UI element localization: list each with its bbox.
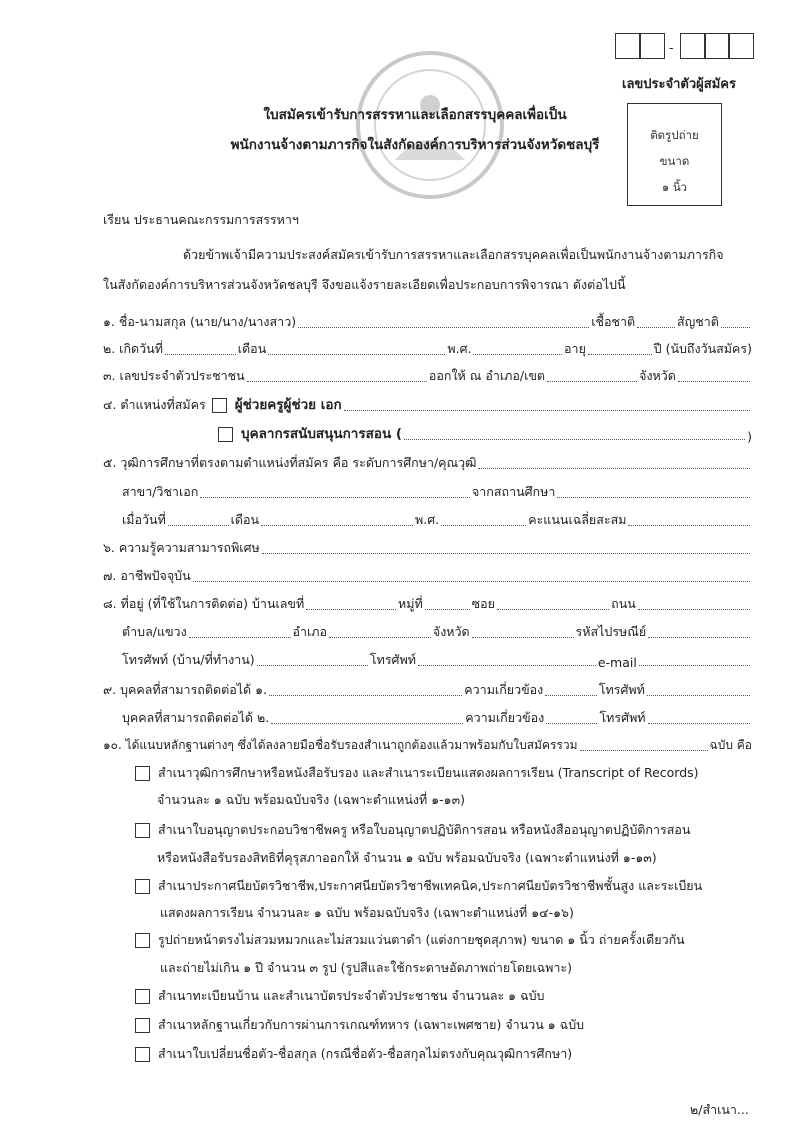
field-major xyxy=(122,482,752,502)
attachment-label: สำเนาประกาศนียบัตรวิชาชีพ,ประกาศนียบัตรวิชาชีพเทคนิค,ประกาศนียบัตรวิชาชีพชั้นสูง และระเบียน xyxy=(158,878,703,893)
postcode-input[interactable] xyxy=(648,637,750,638)
page-continuation: ๒/สำเนา... xyxy=(690,1102,749,1117)
attachment-checkbox[interactable] xyxy=(135,933,150,948)
label: ๗. อาชีพปัจจุบัน xyxy=(103,568,191,583)
attachment-label: สำเนาหลักฐานเกี่ยวกับการผ่านการเกณฑ์ทหาร (เฉพาะเพศชาย) จำนวน ๑ ฉบับ xyxy=(158,1017,585,1032)
label: หมู่ที่ xyxy=(397,596,423,611)
field-address2 xyxy=(122,622,752,642)
contact2-name-input[interactable] xyxy=(271,723,463,724)
major-input[interactable] xyxy=(344,410,750,411)
label: เดือน xyxy=(230,512,260,527)
age-input[interactable] xyxy=(588,354,652,355)
label: ถนน xyxy=(611,596,636,611)
label: ฉบับ คือ xyxy=(709,738,752,752)
label: เดือน xyxy=(237,341,267,356)
attachment-checkbox[interactable] xyxy=(135,766,150,781)
attachment-checkbox[interactable] xyxy=(135,989,150,1004)
issued-province-input[interactable] xyxy=(678,381,750,382)
skills-input[interactable] xyxy=(262,553,750,554)
field-occupation xyxy=(103,566,752,586)
label: คะแนนเฉลี่ยสะสม xyxy=(528,512,627,527)
attachment-label: และถ่ายไม่เกิน ๑ ปี จำนวน ๓ รูป (รูปสีและใช้กระดาษอัดภาพถ่ายโดยเฉพาะ) xyxy=(160,960,572,975)
occupation-input[interactable] xyxy=(193,581,750,582)
birth-day-input[interactable] xyxy=(165,354,236,355)
birth-year-input[interactable] xyxy=(473,354,562,355)
province-input[interactable] xyxy=(472,637,574,638)
salutation: เรียน ประธานคณะกรรมการสรรหาฯ xyxy=(103,212,299,227)
label: ๑. ชื่อ-นามสกุล (นาย/นาง/นางสาว) xyxy=(103,314,297,329)
label: ๒. เกิดวันที่ xyxy=(103,341,163,356)
attachment-item-cont xyxy=(157,848,752,868)
attachment-item xyxy=(135,876,752,896)
label: ๙. บุคคลที่สามารถติดต่อได้ ๑. xyxy=(103,682,267,697)
nationality-input[interactable] xyxy=(721,327,750,328)
district-input[interactable] xyxy=(329,637,431,638)
field-address xyxy=(103,594,752,614)
id-digit-box[interactable] xyxy=(704,33,730,59)
label: บุคคลที่สามารถติดต่อได้ ๒. xyxy=(122,710,270,725)
field-education xyxy=(103,453,752,473)
attachment-label: แสดงผลการเรียน จำนวนละ ๑ ฉบับ พร้อมฉบับจริง (เฉพาะตำแหน่งที่ ๑๔-๑๖) xyxy=(160,905,574,920)
education-level-input[interactable] xyxy=(478,468,750,469)
form-title-line1: ใบสมัครเข้ารับการสรรหาและเลือกสรรบุคคลเพื่อเป็น xyxy=(263,107,567,123)
label: อายุ xyxy=(564,341,586,356)
intro-line: ในสังกัดองค์การบริหารส่วนจังหวัดชลบุรี จึงขอแจ้งรายละเอียดเพื่อประกอบการพิจารณา ดังต่อไปนี้ xyxy=(103,277,626,292)
attachment-item xyxy=(135,930,752,950)
label: จากสถานศึกษา xyxy=(471,484,556,499)
home-phone-input[interactable] xyxy=(257,665,368,666)
attachment-label: สำเนาวุฒิการศึกษาหรือหนังสือรับรอง และสำเนาระเบียนแสดงผลการเรียน (Transcript of Records) xyxy=(158,765,699,780)
attachment-label: หรือหนังสือรับรองสิทธิที่คุรุสภาออกให้ จำนวน ๑ ฉบับ พร้อมฉบับจริง (เฉพาะตำแหน่งที่ ๑-๑๓) xyxy=(157,850,657,865)
gpa-input[interactable] xyxy=(628,525,750,526)
label: บุคลากรสนับสนุนการสอน ( xyxy=(241,426,403,442)
label: e-mail xyxy=(597,655,637,670)
attachment-checkbox[interactable] xyxy=(135,823,150,838)
grad-day-input[interactable] xyxy=(168,525,229,526)
photo-label: ติดรูปถ่าย xyxy=(650,128,699,142)
label: รหัสไปรษณีย์ xyxy=(575,624,647,639)
label: ตำบล/แขวง xyxy=(122,624,187,639)
field-emergency1 xyxy=(103,680,752,700)
label: ผู้ช่วยครูผู้ช่วย เอก xyxy=(234,397,342,413)
email-input[interactable] xyxy=(639,665,750,666)
name-input[interactable] xyxy=(298,327,589,328)
attachment-checkbox[interactable] xyxy=(135,1018,150,1033)
contact1-relation-input[interactable] xyxy=(545,695,597,696)
label: ๔. ตำแหน่งที่สมัคร xyxy=(103,397,206,412)
attachment-item-cont xyxy=(160,958,752,978)
attachment-checkbox[interactable] xyxy=(135,879,150,894)
field-id-card xyxy=(103,366,752,386)
attachment-checkbox[interactable] xyxy=(135,1047,150,1062)
label: ออกให้ ณ อำเภอ/เขต xyxy=(428,368,546,383)
house-no-input[interactable] xyxy=(306,609,396,610)
field-name xyxy=(103,312,752,332)
photo-size-label: ขนาด xyxy=(659,154,690,168)
label: โทรศัพท์ xyxy=(598,682,645,697)
birth-month-input[interactable] xyxy=(268,354,445,355)
checkbox-support-staff[interactable] xyxy=(218,427,233,442)
label: ) xyxy=(747,429,752,444)
label: ปี (นับถึงวันสมัคร) xyxy=(653,341,752,356)
label: พ.ศ. xyxy=(447,341,472,356)
attachment-label: สำเนาใบเปลี่ยนชื่อตัว-ชื่อสกุล (กรณีชื่อตัว-ชื่อสกุลไม่ตรงกับคุณวุฒิการศึกษา) xyxy=(158,1046,573,1061)
id-separator: - xyxy=(669,40,674,55)
label: โทรศัพท์ (บ้าน/ที่ทำงาน) xyxy=(122,652,255,667)
photo-size-value: ๑ นิ้ว xyxy=(661,180,688,194)
field-emergency2 xyxy=(122,708,752,728)
attachment-item xyxy=(135,1015,752,1035)
attachment-label: จำนวนละ ๑ ฉบับ พร้อมฉบับจริง (เฉพาะตำแหน่งที่ ๑-๑๓) xyxy=(157,792,465,807)
attachment-item xyxy=(135,820,752,840)
contact2-phone-input[interactable] xyxy=(648,723,750,724)
label: ซอย xyxy=(471,596,495,611)
label: เชื้อชาติ xyxy=(591,314,636,329)
id-digit-box[interactable] xyxy=(680,33,706,59)
attachment-item-cont xyxy=(160,903,752,923)
field-graduation xyxy=(122,510,752,530)
label: เมื่อวันที่ xyxy=(122,512,166,527)
label: พ.ศ. xyxy=(415,512,440,527)
seal-logo xyxy=(355,50,505,200)
id-digit-box[interactable] xyxy=(615,33,641,59)
road-input[interactable] xyxy=(638,609,750,610)
id-card-input[interactable] xyxy=(247,381,427,382)
label: จังหวัด xyxy=(432,624,470,639)
label: จังหวัด xyxy=(639,368,676,383)
attachment-item-cont xyxy=(157,790,752,810)
label: ความเกี่ยวข้อง xyxy=(464,682,544,697)
label: สาขา/วิชาเอก xyxy=(122,484,199,499)
major-field-input[interactable] xyxy=(200,497,470,498)
ethnicity-input[interactable] xyxy=(637,327,675,328)
label: ๓. เลขประจำตัวประชาชน xyxy=(103,368,245,383)
attachment-label: สำเนาทะเบียนบ้าน และสำเนาบัตรประจำตัวประชาชน จำนวนละ ๑ ฉบับ xyxy=(158,988,545,1003)
label: โทรศัพท์ xyxy=(599,710,646,725)
label: อำเภอ xyxy=(292,624,328,639)
contact1-phone-input[interactable] xyxy=(647,695,750,696)
subdistrict-input[interactable] xyxy=(189,637,291,638)
applicant-id-label: เลขประจำตัวผู้สมัคร xyxy=(622,77,736,92)
issued-district-input[interactable] xyxy=(547,381,637,382)
attachment-label: สำเนาใบอนุญาตประกอบวิชาชีพครู หรือใบอนุญาตปฏิบัติการสอน หรือหนังสืออนุญาตปฏิบัติการสอน xyxy=(158,822,691,837)
attachment-item xyxy=(135,763,752,783)
id-digit-box[interactable] xyxy=(639,33,665,59)
phone-input[interactable] xyxy=(418,665,596,666)
soi-input[interactable] xyxy=(497,609,609,610)
label: โทรศัพท์ xyxy=(369,652,416,667)
field-position-support xyxy=(218,424,752,444)
field-skills xyxy=(103,538,752,558)
field-attachments xyxy=(103,735,752,755)
institution-input[interactable] xyxy=(557,497,750,498)
attachment-item xyxy=(135,1044,752,1064)
label: ๘. ที่อยู่ (ที่ใช้ในการติดต่อ) บ้านเลขที่ xyxy=(103,596,305,611)
label: ๖. ความรู้ความสามารถพิเศษ xyxy=(103,540,260,555)
label: ความเกี่ยวข้อง xyxy=(465,710,545,725)
label: สัญชาติ xyxy=(676,314,719,329)
support-staff-input[interactable] xyxy=(404,439,745,440)
field-birth xyxy=(103,339,752,359)
label: ๑๐. ได้แนบหลักฐานต่างๆ ซึ่งได้ลงลายมือชื่อรับรองสำเนาถูกต้องแล้วมาพร้อมกับใบสมัครรวม xyxy=(103,738,578,752)
grad-year-input[interactable] xyxy=(441,525,526,526)
form-title-line2: พนักงานจ้างตามภารกิจในสังกัดองค์การบริหารส่วนจังหวัดชลบุรี xyxy=(230,137,600,153)
checkbox-teacher-assistant[interactable] xyxy=(212,398,227,413)
copies-count-input[interactable] xyxy=(580,750,708,751)
grad-month-input[interactable] xyxy=(261,525,413,526)
contact1-name-input[interactable] xyxy=(269,695,462,696)
moo-input[interactable] xyxy=(425,609,470,610)
field-contact xyxy=(122,650,752,670)
field-position xyxy=(103,395,752,415)
intro-line: ด้วยข้าพเจ้ามีความประสงค์สมัครเข้ารับการสรรหาและเลือกสรรบุคคลเพื่อเป็นพนักงานจ้างตามภารกิจ xyxy=(183,247,724,262)
id-digit-box[interactable] xyxy=(728,33,754,59)
contact2-relation-input[interactable] xyxy=(546,723,597,724)
attachment-label: รูปถ่ายหน้าตรงไม่สวมหมวกและไม่สวมแว่นตาดำ (แต่งกายชุดสุภาพ) ขนาด ๑ นิ้ว ถ่ายครั้งเดียวกัน xyxy=(158,932,685,947)
label: ๕. วุฒิการศึกษาที่ตรงตามตำแหน่งที่สมัคร คือ ระดับการศึกษา/คุณวุฒิ xyxy=(103,455,477,470)
attachment-item xyxy=(135,986,752,1006)
